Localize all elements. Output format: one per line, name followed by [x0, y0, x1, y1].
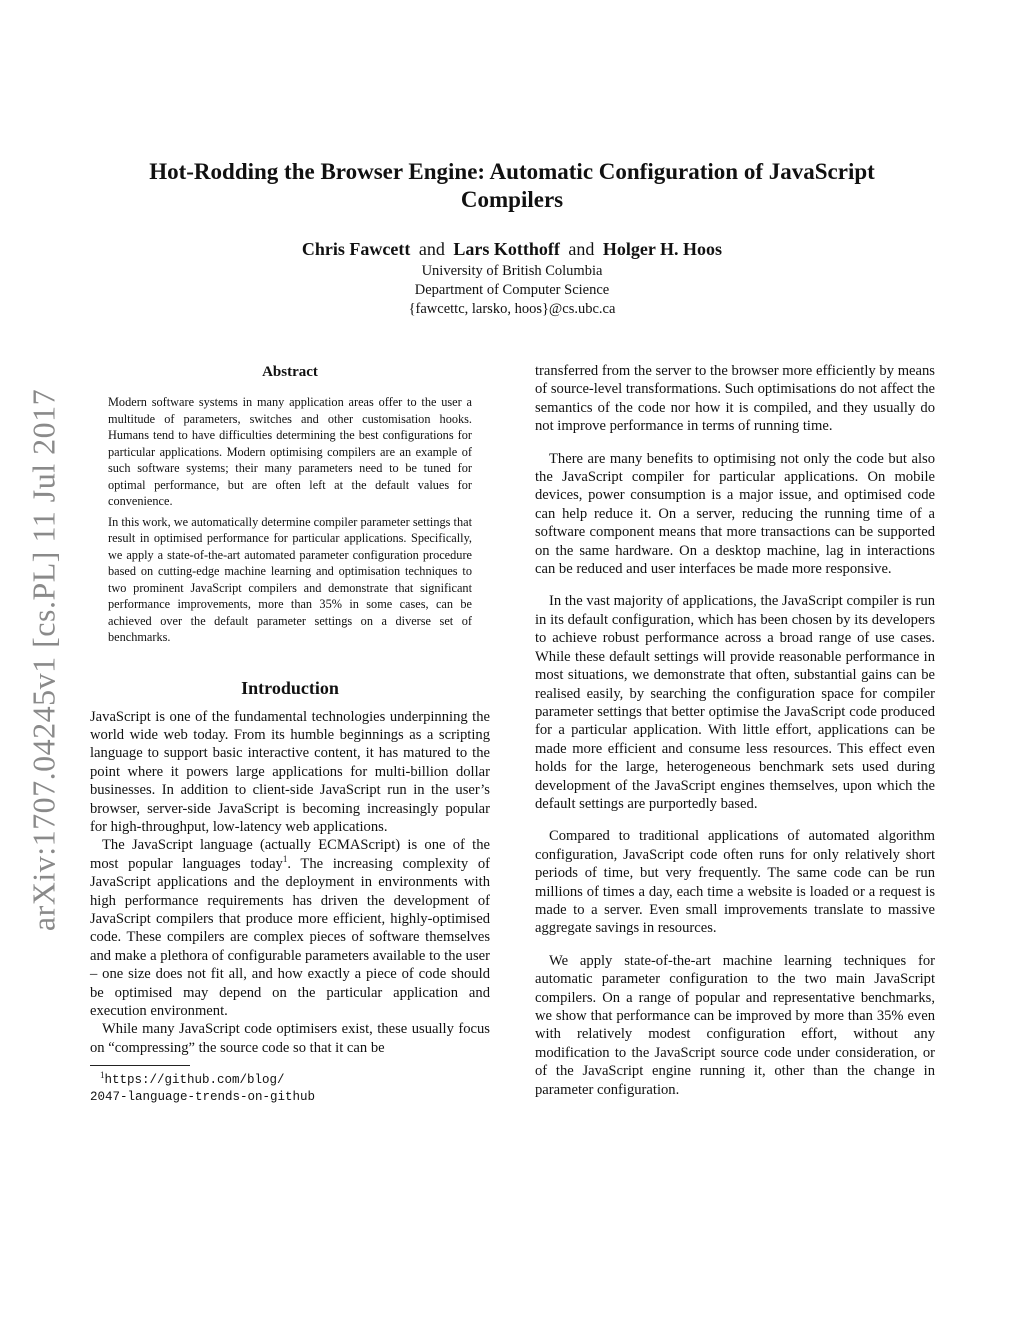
footnote-mark: 1	[100, 1070, 105, 1081]
body-paragraph: There are many benefits to optimising not only the code but also the JavaScript compiler for particular applications. On mobile devices, power consumption is a major issue, and optimised code can help reduce it. On a server, reducing the running time of a software component means that more transactions can be supported on the same hardware. On a desktop machine, lag in interactions can be reduced and user interfaces be made more responsive.	[535, 450, 935, 578]
right-column-body	[535, 362, 935, 1099]
intro-text: . The increasing complexity of JavaScript applications and the deployment in environments with high performance requirements has driven the development of JavaScript compilers that produce more efficient, highly-optimised code. These compilers are complex pieces of software themselves and make a plethora of configurable parameters available to the user – one size does not fit all, and how exactly a piece of code should be optimised may depend on the particular application and execution environment.	[90, 855, 491, 1019]
abstract-paragraph: In this work, we automatically determine compiler parameter settings that result in optimised performance for particular applications. Specifically, we apply a state-of-the-art automated parameter configuration procedure based on cutting-edge machine learning and optimisation techniques to two prominent JavaScript compilers and demonstrate that significant performance improvements, more than 35% in some cases, can be achieved over the default parameter settings on a diverse set of benchmarks.	[108, 514, 472, 644]
body-paragraph: We apply state-of-the-art machine learning techniques for automatic parameter configuration to the two main JavaScript compilers. On a range of popular and representative benchmarks, we show that performance can be improved by more than 35% even with relatively modest configuration effort, without any modification to the JavaScript source code under consideration, or of the JavaScript engine running it, other than the change in parameter configuration.	[535, 952, 935, 1098]
intro-text: The JavaScript language (actually ECMAScript) is one of the most popular languages today	[90, 837, 490, 872]
author-name: Lars Kotthoff	[453, 239, 560, 259]
left-column	[90, 362, 490, 1106]
body-paragraph: In the vast majority of applications, the JavaScript compiler is run in its default configuration, which has been chosen by its developers to achieve robust performance across a broad range of use cases. While these default settings will provide reasonable performance in most situations, we demonstrate that often, substantial gains can be realised easily, by searching the configuration space for compiler parameter settings that better optimise the JavaScript code produced for a particular application. With little effort, applications can be made more efficient and consume less resources. This effect even holds for the large, heterogeneous benchmark sets used during development of the JavaScript engines themselves, upon which the default settings are purportedly based.	[535, 593, 935, 812]
affiliation-department: Department of Computer Science	[414, 282, 610, 298]
footnote-reference[interactable]: 1	[282, 853, 288, 864]
abstract-paragraph: Modern software systems in many application areas offer to the user a multitude of parameters, switches and other customisation hooks. Humans tend to have difficulties determining the best configurations for particular applications. Modern optimising compilers are an example of such software systems; their many parameters need to be tuned for optimal performance, but are often left at the default values for convenience.	[108, 395, 472, 508]
author-separator: and	[568, 239, 595, 259]
introduction-heading: Introduction	[241, 677, 339, 698]
introduction-body	[90, 708, 490, 1058]
affiliation-university: University of British Columbia	[421, 263, 603, 279]
author-name: Holger H. Hoos	[602, 239, 723, 259]
footnote-url-part2[interactable]: 2047-language-trends-on-github	[90, 1090, 316, 1105]
affiliation-block	[120, 262, 904, 319]
body-paragraph: Compared to traditional applications of automated algorithm configuration, JavaScript code often runs for only relatively short periods of time, but very frequently. The same code can be run millions of times a day, each time a website is loaded or a request is made to a server. Even small improvements translate to massive aggregate savings in resources.	[535, 828, 935, 937]
footnote	[90, 1072, 490, 1106]
footnote-divider	[90, 1065, 190, 1066]
author-name: Chris Fawcett	[301, 239, 411, 259]
author-separator: and	[418, 239, 445, 259]
abstract-body	[108, 394, 472, 646]
paper-title: Hot-Rodding the Browser Engine: Automatic Configuration of JavaScript Compilers	[149, 159, 875, 212]
right-column	[535, 362, 935, 1099]
body-paragraph: transferred from the server to the browser more efficiently by means of source-level transformations. Such optimisations do not affect the semantics of the code nor how it is compiled, and they usually do not improve performance in terms of running time.	[535, 363, 935, 435]
intro-paragraph: JavaScript is one of the fundamental technologies underpinning the world wide web today. From its humble beginnings as a scripting language to support basic interactive content, it has matured to the point where it powers large applications for multi-billion dollar businesses. In addition to client-side JavaScript run in the user’s browser, server-side JavaScript is becoming increasingly popular for high-throughput, low-latency web applications.	[90, 708, 490, 835]
author-emails: {fawcettc, larsko, hoos}@cs.ubc.ca	[408, 301, 616, 317]
intro-paragraph	[90, 836, 490, 1020]
abstract-heading: Abstract	[262, 364, 318, 380]
arxiv-identifier: arXiv:1707.04245v1 [cs.PL] 11 Jul 2017	[25, 388, 62, 932]
footnote-url-part1[interactable]: https://github.com/blog/	[104, 1073, 285, 1088]
author-list	[120, 238, 904, 260]
intro-paragraph: While many JavaScript code optimisers exist, these usually focus on “compressing” the source code so that it can be	[90, 1021, 490, 1056]
